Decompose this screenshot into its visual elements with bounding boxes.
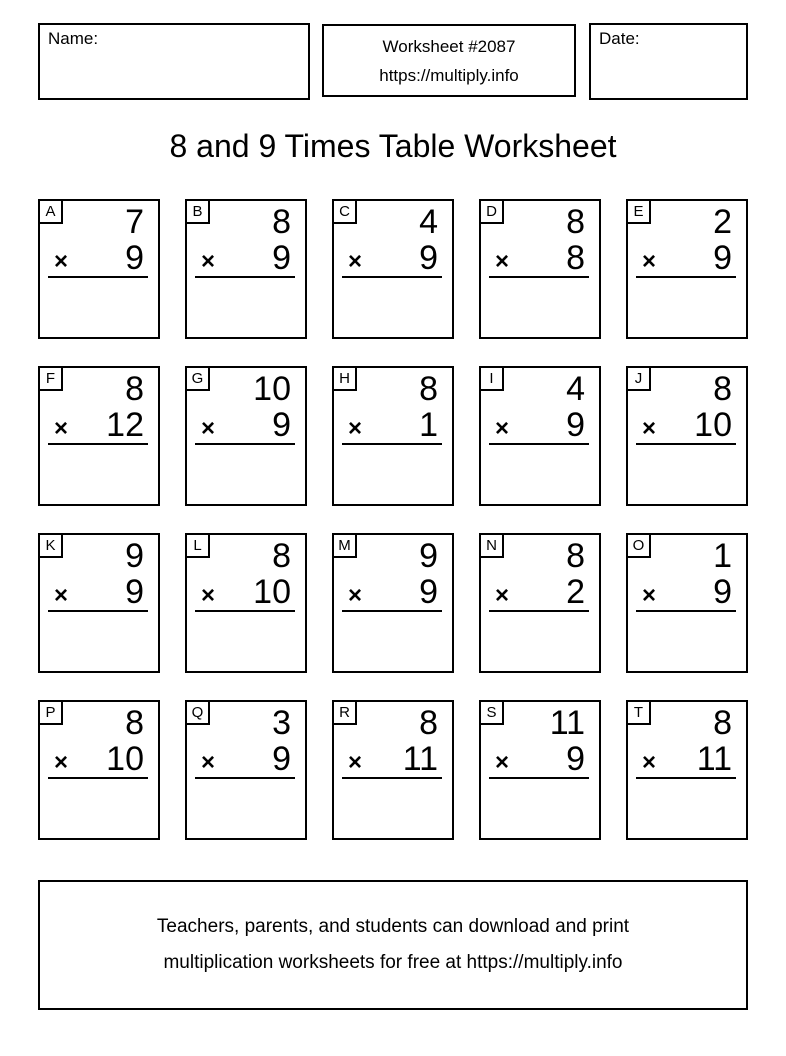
answer-line xyxy=(342,443,442,445)
problem-cell xyxy=(185,533,307,673)
multiplicand: 4 xyxy=(566,370,585,408)
problem-cell xyxy=(38,533,160,673)
multiplier: 9 xyxy=(566,740,585,778)
multiply-sign: × xyxy=(201,415,216,442)
problem-label: E xyxy=(628,201,651,224)
problem-label: S xyxy=(481,702,504,725)
multiplier: 10 xyxy=(694,406,732,444)
problem-label: N xyxy=(481,535,504,558)
answer-line xyxy=(195,276,295,278)
problem-cell xyxy=(626,700,748,840)
multiplicand: 1 xyxy=(713,537,732,575)
multiplicand: 8 xyxy=(566,203,585,241)
multiply-sign: × xyxy=(642,582,657,609)
multiplicand: 8 xyxy=(272,203,291,241)
problem-label: F xyxy=(40,368,63,391)
multiplicand: 9 xyxy=(125,537,144,575)
multiplicand: 8 xyxy=(419,370,438,408)
footer-line-2: multiplication worksheets for free at https://multiply.info xyxy=(163,952,623,973)
problem-cell xyxy=(332,533,454,673)
answer-line xyxy=(48,276,148,278)
multiplicand: 8 xyxy=(272,537,291,575)
problem-label: J xyxy=(628,368,651,391)
problem-label: H xyxy=(334,368,357,391)
multiplier: 11 xyxy=(696,740,732,778)
multiplier: 1 xyxy=(419,406,438,444)
problem-cell xyxy=(626,366,748,506)
problem-cell xyxy=(185,700,307,840)
worksheet-number: Worksheet #2087 xyxy=(382,36,516,56)
problem-label: K xyxy=(40,535,63,558)
multiply-sign: × xyxy=(642,248,657,275)
problem-cell xyxy=(185,366,307,506)
multiplier: 9 xyxy=(713,573,732,611)
problem-cell xyxy=(332,700,454,840)
multiplier: 9 xyxy=(272,740,291,778)
multiplicand: 8 xyxy=(713,704,732,742)
answer-line xyxy=(195,777,295,779)
name-field-box xyxy=(38,23,310,100)
multiplicand: 8 xyxy=(713,370,732,408)
multiplicand: 2 xyxy=(713,203,732,241)
multiplicand: 8 xyxy=(125,370,144,408)
multiply-sign: × xyxy=(348,582,363,609)
multiplicand: 4 xyxy=(419,203,438,241)
multiplicand: 7 xyxy=(125,203,144,241)
multiplier: 9 xyxy=(272,239,291,277)
problem-cell xyxy=(479,199,601,339)
name-label: Name: xyxy=(48,29,99,48)
problem-label: A xyxy=(40,201,63,224)
multiplier: 8 xyxy=(566,239,585,277)
problem-label: P xyxy=(40,702,63,725)
multiply-sign: × xyxy=(495,415,510,442)
multiplier: 9 xyxy=(713,239,732,277)
multiply-sign: × xyxy=(201,248,216,275)
problem-label: Q xyxy=(187,702,210,725)
multiplier: 9 xyxy=(272,406,291,444)
multiplier: 10 xyxy=(106,740,144,778)
problem-label: C xyxy=(334,201,357,224)
answer-line xyxy=(342,276,442,278)
problem-cell xyxy=(479,533,601,673)
footer-note-box xyxy=(38,880,748,1010)
worksheet-url: https://multiply.info xyxy=(379,65,519,85)
problem-label: M xyxy=(334,535,357,558)
multiplicand: 8 xyxy=(419,704,438,742)
answer-line xyxy=(48,610,148,612)
multiplicand: 8 xyxy=(125,704,144,742)
problem-cell xyxy=(38,199,160,339)
problem-cell xyxy=(38,700,160,840)
answer-line xyxy=(636,777,736,779)
multiplier: 2 xyxy=(566,573,585,611)
problem-cell xyxy=(479,700,601,840)
multiplier: 12 xyxy=(106,406,144,444)
answer-line xyxy=(48,443,148,445)
problem-cell xyxy=(185,199,307,339)
multiplier: 9 xyxy=(419,573,438,611)
problem-label: O xyxy=(628,535,651,558)
answer-line xyxy=(489,276,589,278)
problem-cell xyxy=(626,533,748,673)
answer-line xyxy=(342,610,442,612)
multiply-sign: × xyxy=(642,415,657,442)
answer-line xyxy=(195,443,295,445)
multiplier: 9 xyxy=(125,573,144,611)
date-label: Date: xyxy=(599,29,640,48)
multiply-sign: × xyxy=(642,749,657,776)
answer-line xyxy=(636,443,736,445)
problem-label: G xyxy=(187,368,210,391)
multiplier: 9 xyxy=(125,239,144,277)
problem-cell xyxy=(332,199,454,339)
multiplicand: 3 xyxy=(272,704,291,742)
problem-label: D xyxy=(481,201,504,224)
problem-label: R xyxy=(334,702,357,725)
problem-cell xyxy=(626,199,748,339)
answer-line xyxy=(342,777,442,779)
multiply-sign: × xyxy=(348,415,363,442)
multiply-sign: × xyxy=(348,248,363,275)
multiply-sign: × xyxy=(495,248,510,275)
multiply-sign: × xyxy=(54,415,69,442)
multiplier: 11 xyxy=(402,740,438,778)
answer-line xyxy=(48,777,148,779)
multiplier: 9 xyxy=(419,239,438,277)
multiply-sign: × xyxy=(201,749,216,776)
multiplicand: 10 xyxy=(253,370,291,408)
multiplicand: 9 xyxy=(419,537,438,575)
multiplicand: 11 xyxy=(549,704,585,742)
multiply-sign: × xyxy=(54,582,69,609)
answer-line xyxy=(489,610,589,612)
multiply-sign: × xyxy=(495,749,510,776)
worksheet-info-box xyxy=(322,24,576,97)
multiply-sign: × xyxy=(348,749,363,776)
problem-label: T xyxy=(628,702,651,725)
answer-line xyxy=(489,443,589,445)
answer-line xyxy=(195,610,295,612)
multiplier: 10 xyxy=(253,573,291,611)
multiply-sign: × xyxy=(54,248,69,275)
multiply-sign: × xyxy=(495,582,510,609)
multiplicand: 8 xyxy=(566,537,585,575)
multiply-sign: × xyxy=(201,582,216,609)
problem-cell xyxy=(332,366,454,506)
problem-label: L xyxy=(187,535,210,558)
page-title: 8 and 9 Times Table Worksheet xyxy=(169,128,617,164)
footer-line-1: Teachers, parents, and students can download and print xyxy=(156,916,630,937)
answer-line xyxy=(636,610,736,612)
problem-label: I xyxy=(481,368,504,391)
multiplier: 9 xyxy=(566,406,585,444)
multiply-sign: × xyxy=(54,749,69,776)
date-field-box xyxy=(589,23,748,100)
answer-line xyxy=(636,276,736,278)
problems-grid xyxy=(38,199,748,840)
problem-label: B xyxy=(187,201,210,224)
answer-line xyxy=(489,777,589,779)
problem-cell xyxy=(479,366,601,506)
problem-cell xyxy=(38,366,160,506)
